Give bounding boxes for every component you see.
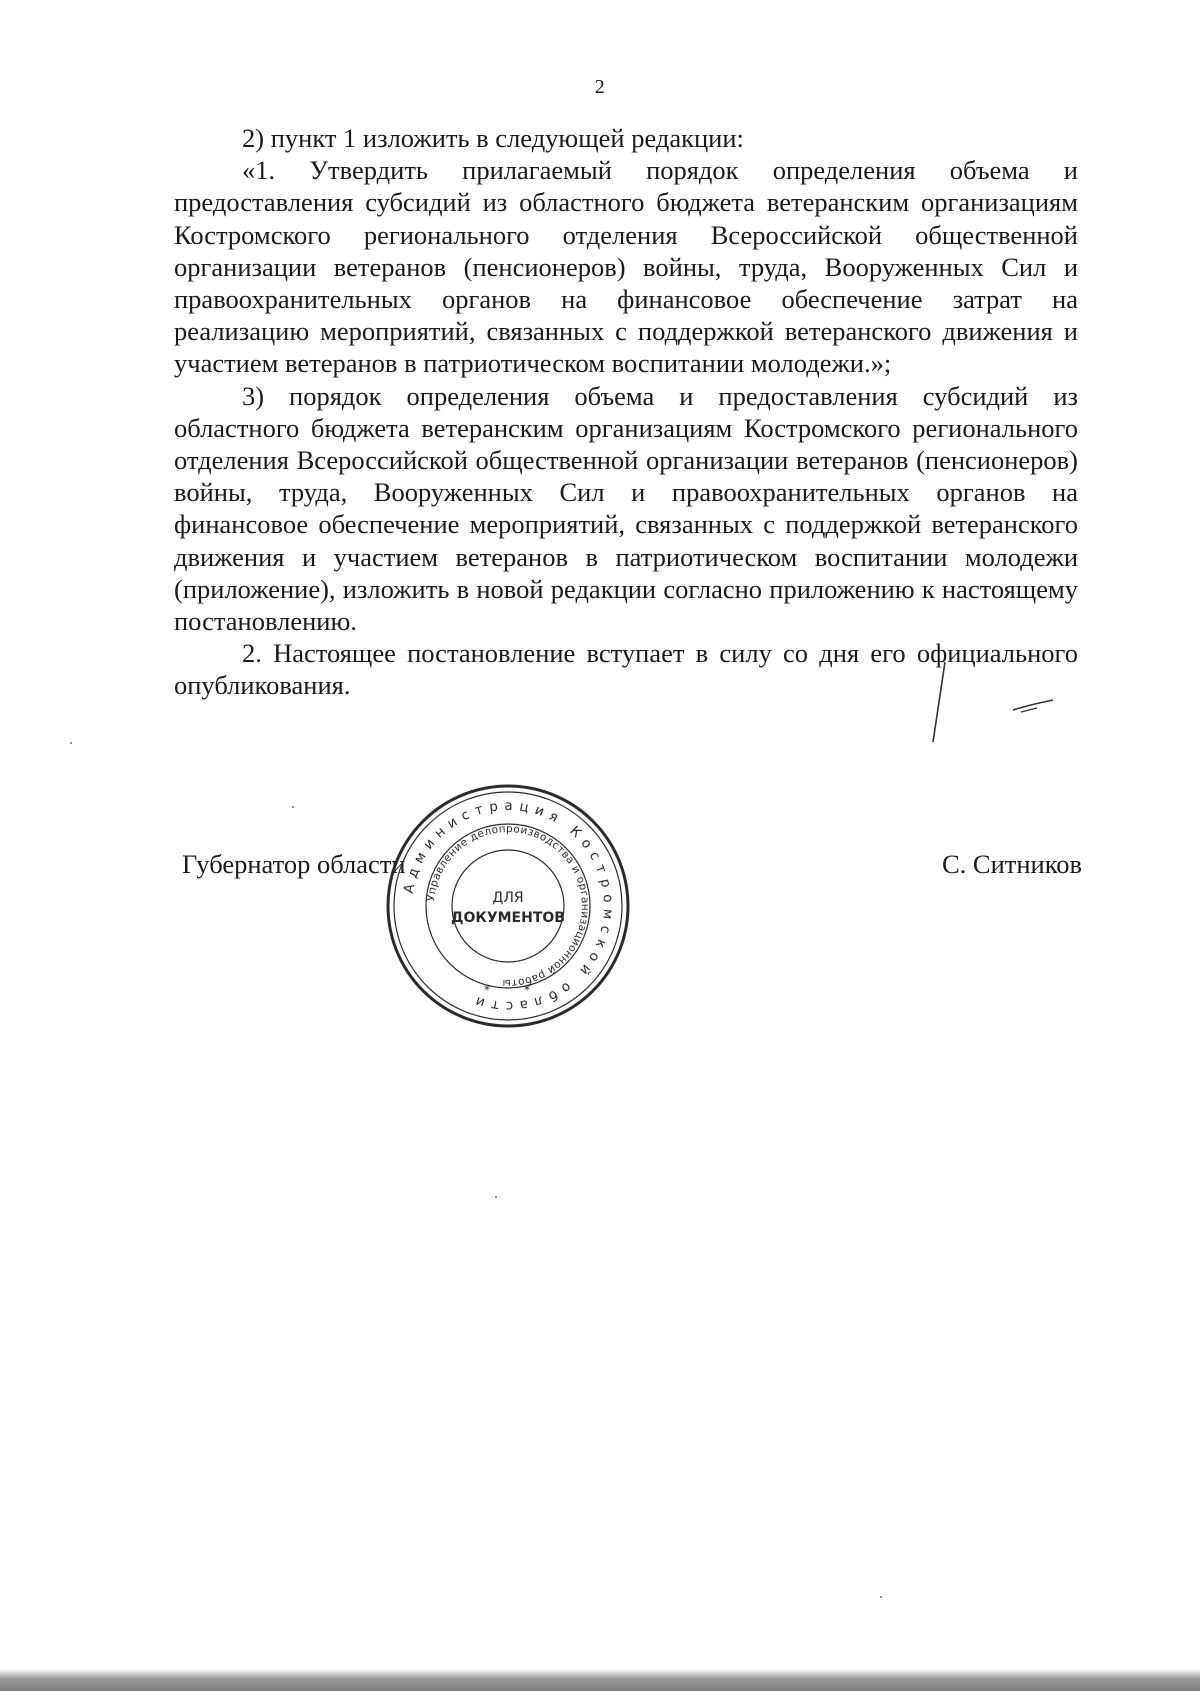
signer-position: Губернатор области	[182, 849, 406, 879]
scan-speck	[880, 1596, 882, 1598]
scan-speck	[292, 806, 294, 808]
handwritten-signature	[925, 660, 1055, 745]
scan-bottom-edge	[0, 1669, 1200, 1691]
seal-outer-text: Администрация Костромской области	[400, 797, 617, 1015]
paragraph-point-1-text: «1. Утвердить прилагаемый порядок определения объема и предоставления субсидий из областного бюджета ветеранским организациям Костромского регионального отделения Всероссийской общественной организации ветеранов (пенсионеров) войны, труда, Вооруженных Сил и правоохранительных органов на финансовое обеспечение затрат на реализацию мероприятий, связанных с поддержкой ветеранского движения и участием ветеранов в патриотическом воспитании молодежи.»;	[174, 155, 1078, 379]
official-seal	[384, 782, 632, 1030]
document-body	[174, 122, 1078, 702]
paragraph-effective-date: 2. Настоящее постановление вступает в силу со дня его официального опубликования.	[174, 638, 1078, 701]
scan-speck	[70, 742, 72, 744]
paragraph-item-3: 3) порядок определения объема и предоставления субсидий из областного бюджета ветеранским организациям Костромского регионального отделения Всероссийской общественной организации ветеранов (пенсионеров) войны, труда, Вооруженных Сил и правоохранительных органов на финансовое обеспечение мероприятий, связанных с поддержкой ветеранского движения и участием ветеранов в патриотическом воспитании молодежи (приложение), изложить в новой редакции согласно приложению к настоящему постановлению.	[174, 380, 1078, 637]
seal-center-line-2: ДОКУМЕНТОВ	[451, 910, 565, 926]
seal-center-line-1: ДЛЯ	[492, 890, 524, 906]
page-number: 2	[594, 76, 606, 98]
seal-inner-text: Управление делопроизводства и организационной работы	[425, 822, 592, 990]
seal-star-icon: *	[484, 983, 490, 997]
seal-star-icon: *	[524, 983, 530, 997]
paragraph-item-2: 2) пункт 1 изложить в следующей редакции:	[242, 123, 744, 153]
scan-speck	[495, 1196, 497, 1198]
signer-name: С. Ситников	[941, 849, 1082, 879]
